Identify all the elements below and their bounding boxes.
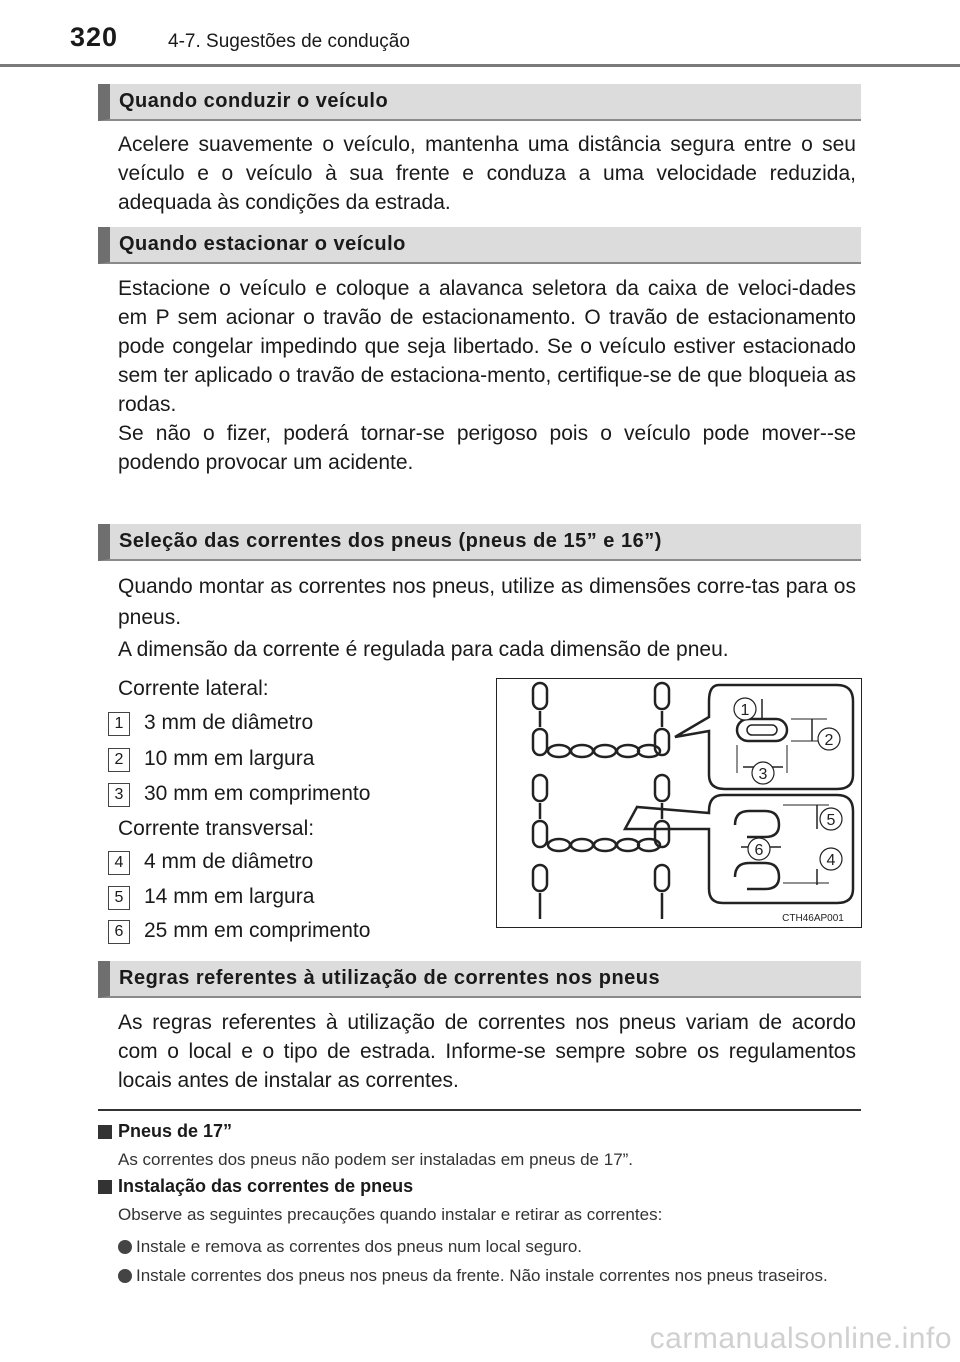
bullet-dot	[118, 1240, 132, 1254]
note-text-installation: Observe as seguintes precauções quando instalar e retirar as correntes:	[118, 1205, 663, 1224]
item-number-6: 6	[108, 920, 130, 944]
cross-chain-label: Corrente transversal:	[118, 817, 315, 840]
note-square-marker	[98, 1125, 112, 1139]
note-text-17-inch: As correntes dos pneus não podem ser instaladas em pneus de 17”.	[118, 1150, 634, 1169]
section-title: Regras referentes à utilização de correntes nos pneus	[119, 967, 661, 989]
paragraph-parking: Estacione o veículo e coloque a alavanca seletora da caixa de veloci-dades em P sem acionar o travão de estacionamento. O travão de estacionamento pode congelar impedindo que seja libertado. Se o veículo estiver estacionado sem ter aplicado o travão de estaciona-mento, certifique-se de que bloqueia as rodas.	[118, 277, 856, 416]
callout-label: 1	[740, 702, 750, 719]
note-title-17-inch: Pneus de 17”	[118, 1121, 233, 1141]
callout-label: 3	[758, 766, 768, 783]
paragraph-parking-warning: Se não o fizer, poderá tornar-se perigoso pois o veículo pode mover--se podendo provocar um acidente.	[118, 422, 856, 474]
item-text-6: 25 mm em comprimento	[144, 919, 371, 942]
item-text-4: 4 mm de diâmetro	[144, 850, 314, 873]
side-chain-label: Corrente lateral:	[118, 677, 269, 700]
callout-label: 5	[826, 812, 836, 829]
header-rule	[0, 64, 960, 67]
section-title: Quando conduzir o veículo	[119, 90, 389, 112]
item-number-2: 2	[108, 748, 130, 772]
chain-link	[533, 865, 547, 891]
item-text-1: 3 mm de diâmetro	[144, 711, 314, 734]
notes-divider	[98, 1109, 861, 1111]
tire-chain-illustration	[497, 679, 860, 926]
bullet-text-safe-location: Instale e remova as correntes dos pneus num local seguro.	[136, 1237, 583, 1256]
section-heading-chain-selection	[98, 524, 861, 561]
callout-label: 4	[826, 852, 836, 869]
section-heading-parking	[98, 227, 861, 264]
paragraph-driving: Acelere suavemente o veículo, mantenha uma distância segura entre o seu veículo e o veículo à sua frente e conduza a uma velocidade reduzida, adequada às condições da estrada.	[118, 133, 856, 214]
bullet-dot	[118, 1269, 132, 1283]
section-header: 4-7. Sugestões de condução	[168, 31, 410, 52]
figure-code: CTH46AP001	[782, 913, 844, 924]
watermark: carmanualsonline.info	[649, 1322, 952, 1355]
chain-link	[655, 775, 669, 801]
callout-label: 2	[824, 732, 834, 749]
chain-link	[655, 821, 669, 847]
section-title: Seleção das correntes dos pneus (pneus de 15” e 16”)	[119, 530, 662, 552]
item-number-1: 1	[108, 712, 130, 736]
item-number-5: 5	[108, 886, 130, 910]
section-title: Quando estacionar o veículo	[119, 233, 406, 255]
item-text-2: 10 mm em largura	[144, 747, 315, 770]
chain-link	[655, 729, 669, 755]
callout-label: 6	[754, 842, 764, 859]
chain-link	[533, 775, 547, 801]
page-number: 320	[70, 22, 119, 52]
chain-link	[533, 821, 547, 847]
bullet-text-front-tires: Instale correntes dos pneus nos pneus da frente. Não instale correntes nos pneus traseiros.	[136, 1266, 828, 1285]
paragraph-chain-dimensions: Quando montar as correntes nos pneus, utilize as dimensões corre-tas para os pneus.	[118, 575, 856, 629]
paragraph-chain-size: A dimensão da corrente é regulada para cada dimensão de pneu.	[118, 638, 729, 661]
chain-link	[655, 865, 669, 891]
tire-chain-figure	[496, 678, 862, 928]
chain-link	[533, 683, 547, 709]
section-heading-chain-rules	[98, 961, 861, 998]
note-title-installation: Instalação das correntes de pneus	[118, 1176, 414, 1196]
item-number-4: 4	[108, 851, 130, 875]
chain-link	[655, 683, 669, 709]
item-text-5: 14 mm em largura	[144, 885, 315, 908]
section-heading-driving	[98, 84, 861, 121]
item-number-3: 3	[108, 783, 130, 807]
chain-link	[533, 729, 547, 755]
paragraph-chain-rules: As regras referentes à utilização de correntes nos pneus variam de acordo com o local e o tipo de estrada. Informe-se sempre sobre os regulamentos locais antes de instalar as correntes.	[118, 1011, 856, 1092]
item-text-3: 30 mm em comprimento	[144, 782, 371, 805]
note-square-marker	[98, 1180, 112, 1194]
